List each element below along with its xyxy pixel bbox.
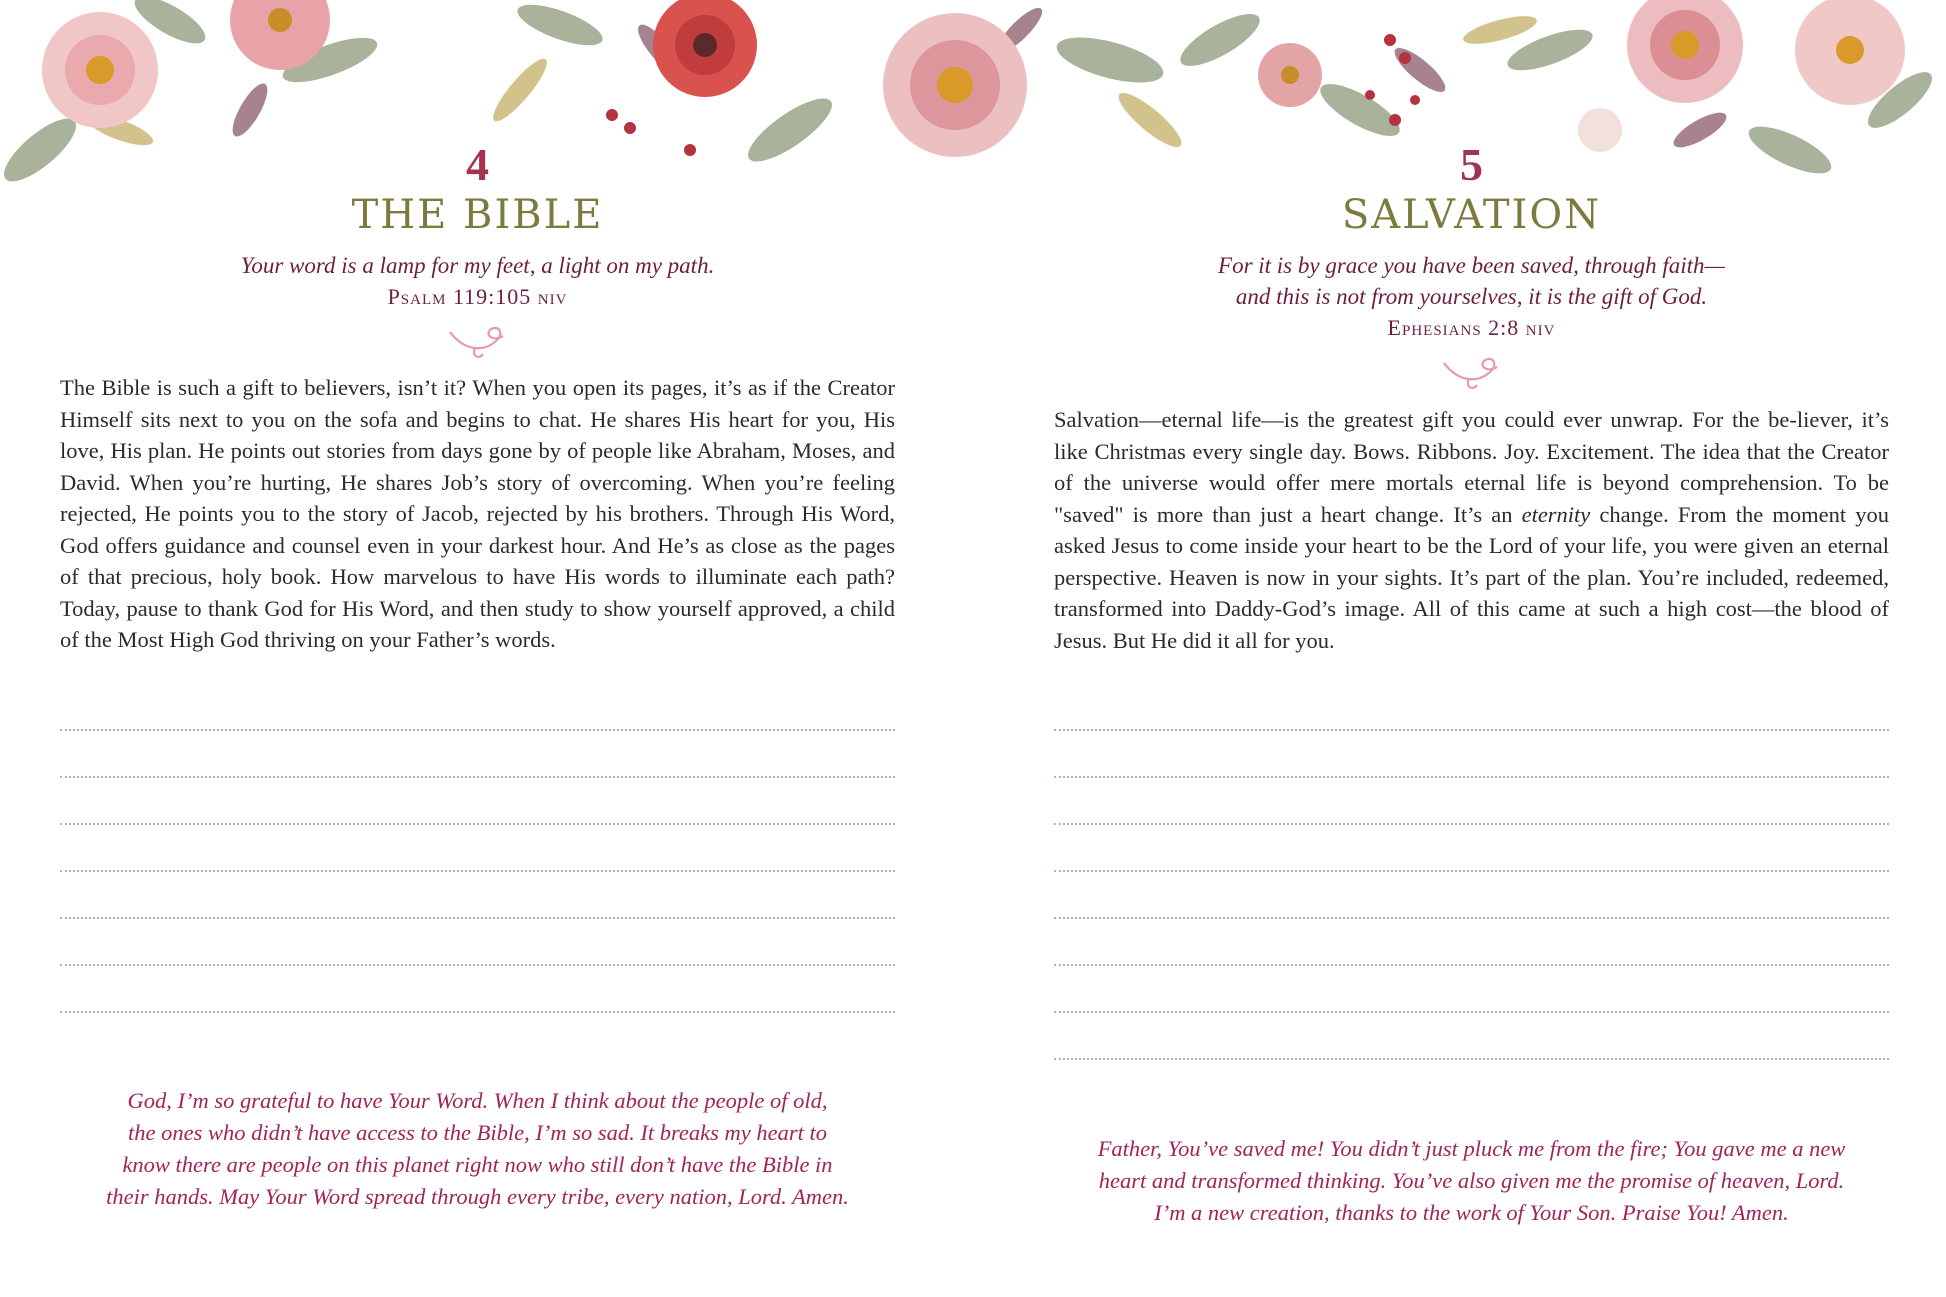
prayer-line: Father, You’ve saved me! You didn’t just pluck me from the fire; You gave me a new [1097, 1136, 1846, 1161]
prayer [1054, 1133, 1889, 1229]
scripture-verse [60, 250, 895, 312]
flourish-icon [1439, 353, 1509, 393]
journal-line[interactable] [1054, 966, 1889, 1013]
prayer-line: their hands. May Your Word spread through every tribe, every nation, Lord. Amen. [106, 1184, 849, 1209]
right-page [1054, 0, 1889, 1297]
journal-line[interactable] [1054, 684, 1889, 731]
prayer [60, 1085, 895, 1213]
prayer-line: know there are people on this planet right now who still don’t have the Bible in [122, 1152, 833, 1177]
flourish-icon [445, 322, 515, 362]
verse-line: Your word is a lamp for my feet, a light on my path. [240, 253, 715, 278]
devotion-number: 4 [466, 139, 489, 190]
journal-line[interactable] [60, 825, 895, 872]
scripture-reference: Ephesians 2:8 niv [1387, 315, 1556, 340]
journal-line[interactable] [60, 919, 895, 966]
body-text: Salvation—eternal life—is the greatest gift you could ever unwrap. For the be-liever, it’s like Christmas every single day. Bows. Ribbons. Joy. Excitement. The idea that the Creator of the universe would offer mere mortals eternal life is beyond comprehension. To be "saved" is more than just a heart change. It’s an [1054, 407, 1889, 527]
devotion-title: SALVATION [1341, 192, 1602, 238]
journal-lines [1054, 684, 1889, 1060]
body-text: change. From the moment you asked Jesus to come inside your heart to be the Lord of your life, you were given an eternal perspective. Heaven is now in your sights. It’s part of the plan. You’re included, redeemed, transformed into Daddy-God’s image. All of this came at such a high cost—the blood of Jesus. But He did it all for you. [1054, 501, 1889, 653]
journal-line[interactable] [1054, 778, 1889, 825]
journal-line[interactable] [60, 731, 895, 778]
verse-line: For it is by grace you have been saved, through faith— [1218, 253, 1725, 278]
prayer-line: heart and transformed thinking. You’ve also given me the promise of heaven, Lord. [1098, 1168, 1845, 1193]
journal-line[interactable] [60, 966, 895, 1013]
devotion-body [1054, 404, 1889, 656]
verse-line: and this is not from yourselves, it is the gift of God. [1235, 284, 1708, 309]
journal-line[interactable] [60, 778, 895, 825]
left-page [60, 0, 895, 1297]
devotion-body: The Bible is such a gift to believers, isn’t it? When you open its pages, it’s as if the Creator Himself sits next to you on the sofa and begins to chat. He shares His heart for you, His love, His plan. He points out stories from days gone by of people like Abraham, Moses, and David. When you’re hurting, He shares Job’s story of overcoming. When you’re feeling rejected, He points you to the story of Jacob, rejected by his brothers. Through His Word, God offers guidance and counsel even in your darkest hour. And He’s as close as the pages of that precious, holy book. How marvelous to have His words to illuminate each path? Today, pause to thank God for His Word, and then study to show yourself approved, a child of the Most High God thriving on your Father’s words. [60, 375, 895, 652]
devotion-number: 5 [1460, 139, 1483, 190]
journal-line[interactable] [1054, 919, 1889, 966]
journal-line[interactable] [1054, 731, 1889, 778]
journal-line[interactable] [60, 684, 895, 731]
prayer-line: God, I’m so grateful to have Your Word. When I think about the people of old, [127, 1088, 828, 1113]
scripture-verse [1054, 250, 1889, 343]
prayer-line: the ones who didn’t have access to the Bible, I’m so sad. It breaks my heart to [127, 1120, 828, 1145]
journal-line[interactable] [60, 872, 895, 919]
journal-line[interactable] [1054, 825, 1889, 872]
journal-line[interactable] [1054, 1013, 1889, 1060]
prayer-line: I’m a new creation, thanks to the work of Your Son. Praise You! Amen. [1154, 1200, 1789, 1225]
devotion-title: THE BIBLE [351, 192, 604, 238]
body-italic-word: eternity [1521, 501, 1591, 527]
journal-line[interactable] [1054, 872, 1889, 919]
scripture-reference: Psalm 119:105 niv [387, 284, 568, 309]
journal-lines [60, 684, 895, 1013]
